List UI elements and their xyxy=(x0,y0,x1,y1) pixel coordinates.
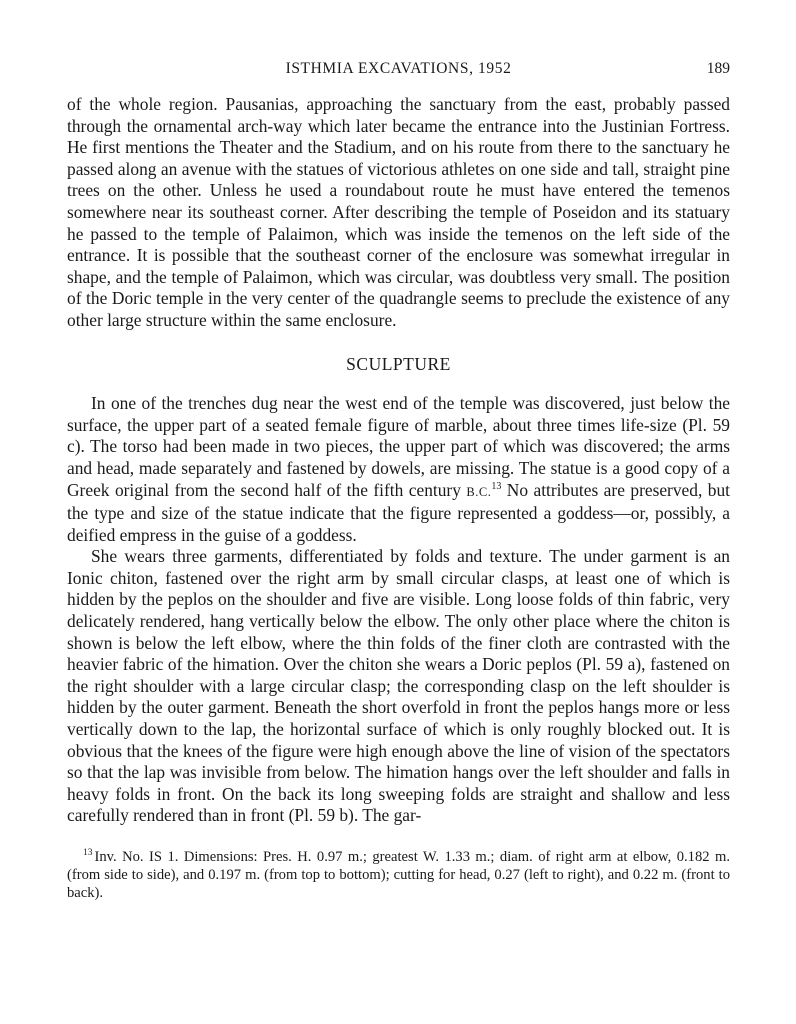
paragraph-garments: She wears three garments, differentiated by folds and texture. The under garment is an Ionic chiton, fastened over the right arm by small circular clasps, at least one of which is hidden by the peplos on the shoulder and five are visible. Long loose folds of thin fabric, very delicately rendered, hang vertically below the elbow. The only other place where the chiton is shown is below the left elbow, where the thin folds of the finer cloth are contrasted with the heavier fabric of the himation. Over the chiton she wears a Doric peplos (Pl. 59 a), fastened on the right shoulder with a large circular clasp; the corresponding clasp on the left shoulder is hidden by the outer garment. Beneath the short overfold in front the peplos hangs more or less vertically down to the lap, the horizontal surface of which is only roughly blocked out. It is obvious that the knees of the figure were high enough above the line of vision of the spectators so that the lap was invisible from below. The himation hangs over the left shoulder and falls in heavy folds in front. On the back its long sweeping folds are straight and shallow and less carefully rendered than in front (Pl. 59 b). The gar- xyxy=(67,546,730,826)
paragraph-sculpture-intro xyxy=(67,393,730,546)
footnote-reference[interactable]: 13 xyxy=(491,480,502,492)
footnote-text: Inv. No. IS 1. Dimensions: Pres. H. 0.97 m.; greatest W. 1.33 m.; diam. of right arm at elbow, 0.182 m. (from side to side), and 0.197 m. (from top to bottom); cutting for head, 0.27 (left to right), and 0.22 m. (front to back). xyxy=(67,849,730,901)
body-text xyxy=(67,94,730,827)
running-header xyxy=(67,58,730,82)
footnote xyxy=(67,848,730,902)
paragraph-continued: of the whole region. Pausanias, approaching the sanctuary from the east, probably passed through the ornamental arch-way which later became the entrance into the Justinian Fortress. He first mentions the Theater and the Stadium, and on his route from there to the sanctuary he passed along an avenue with the statues of victorious athletes on one side and tall, straight pine trees on the other. Unless he used a roundabout route he must have entered the temenos somewhere near its southeast corner. After describing the temple of Poseidon and its statuary he passed to the temple of Palaimon, which was inside the temenos on the left side of the entrance. It is possible that the southeast corner of the enclosure was somewhat irregular in shape, and the temple of Palaimon, which was circular, was doubtless very small. The position of the Doric temple in the very center of the quadrangle seems to preclude the existence of any other large structure within the same enclosure. xyxy=(67,94,730,330)
page-number: 189 xyxy=(706,60,730,77)
era-abbreviation: B.C. xyxy=(466,484,492,499)
running-title: ISTHMIA EXCAVATIONS, 1952 xyxy=(285,60,512,77)
section-heading: SCULPTURE xyxy=(346,353,451,374)
paragraph-text-part: In one of the trenches dug near the west end of the temple was discovered, just below the surface, the upper part of a seated female figure of marble, about three times life-size (Pl. 59 c). The torso had been made in two pieces, the upper part of which was discovered; the arms and head, made separately and fastened by dowels, are missing. The statue is a good copy of a Greek original from the second half of the fifth century xyxy=(67,393,730,500)
page xyxy=(67,58,730,902)
paragraph-text-part: No attributes are preserved, but the type and size of the statue indicate that the figure represented a goddess—or, possibly, a deified empress in the guise of a goddess. xyxy=(67,479,730,545)
footnote-number: 13 xyxy=(83,848,93,859)
